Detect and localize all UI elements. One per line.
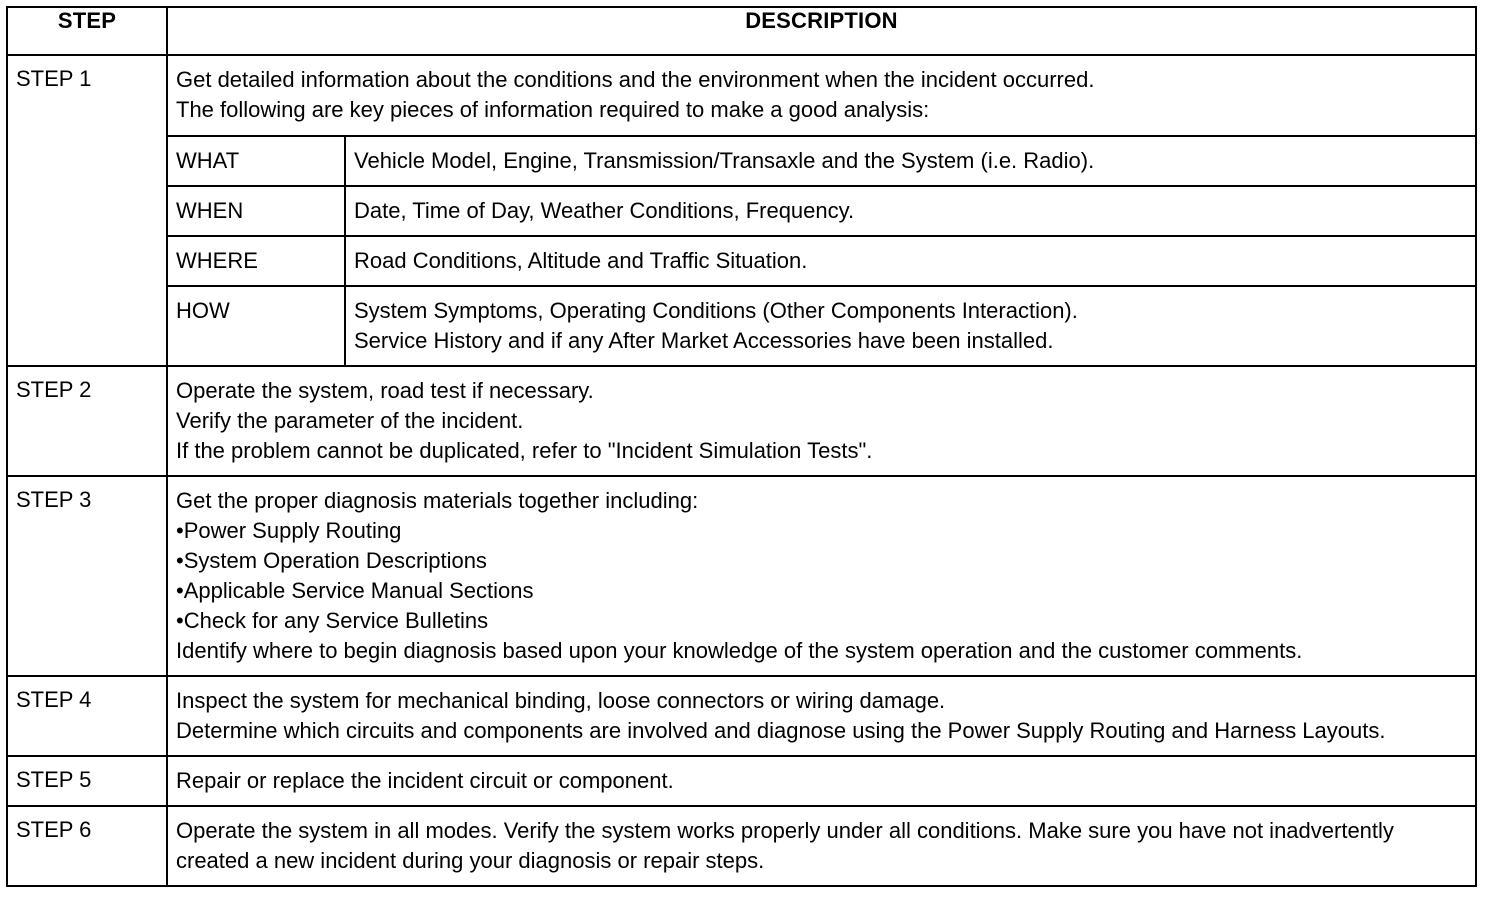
description-line: The following are key pieces of information required to make a good analysis: — [176, 97, 930, 122]
table-row — [7, 366, 1476, 476]
key-information-value — [345, 286, 1475, 365]
diagnosis-steps-table — [6, 6, 1477, 887]
key-information-table — [168, 135, 1475, 365]
description-line: Get the proper diagnosis materials together including: — [176, 488, 699, 513]
step-description — [167, 676, 1476, 756]
description-line: Road Conditions, Altitude and Traffic Situation. — [354, 248, 808, 273]
table-row — [7, 676, 1476, 756]
step-description — [167, 756, 1476, 806]
table-row — [7, 806, 1476, 886]
table-row — [7, 476, 1476, 676]
key-information-value — [345, 136, 1475, 186]
header-row — [7, 7, 1476, 55]
key-information-value — [345, 186, 1475, 236]
bullet-item: •Power Supply Routing — [176, 518, 402, 543]
step-label: STEP 6 — [7, 806, 167, 886]
key-information-row — [168, 186, 1475, 236]
key-information-value — [345, 236, 1475, 286]
description-line: Service History and if any After Market Accessories have been installed. — [354, 328, 1054, 353]
key-information-label: WHEN — [168, 186, 345, 236]
bullet-item: •System Operation Descriptions — [176, 548, 487, 573]
description-line: Repair or replace the incident circuit or component. — [176, 768, 674, 793]
step-label: STEP 2 — [7, 366, 167, 476]
key-information-row — [168, 286, 1475, 365]
step-description — [167, 476, 1476, 676]
description-line: Verify the parameter of the incident. — [176, 408, 524, 433]
description-line: Inspect the system for mechanical binding, loose connectors or wiring damage. — [176, 688, 946, 713]
step-label: STEP 3 — [7, 476, 167, 676]
step-description — [167, 55, 1476, 366]
description-line: Get detailed information about the conditions and the environment when the incident occurred. — [176, 67, 1095, 92]
description-line: Operate the system, road test if necessary. — [176, 378, 594, 403]
key-information-row — [168, 236, 1475, 286]
description-column-header: DESCRIPTION — [167, 7, 1476, 55]
step-label: STEP 5 — [7, 756, 167, 806]
key-information-label: WHAT — [168, 136, 345, 186]
step-description — [167, 366, 1476, 476]
description-line: Vehicle Model, Engine, Transmission/Transaxle and the System (i.e. Radio). — [354, 148, 1095, 173]
key-information-label: WHERE — [168, 236, 345, 286]
description-line: Determine which circuits and components are involved and diagnose using the Power Supply Routing and Harness Layouts. — [176, 718, 1386, 743]
description-line: If the problem cannot be duplicated, refer to "Incident Simulation Tests". — [176, 438, 873, 463]
key-information-label: HOW — [168, 286, 345, 365]
description-line: Identify where to begin diagnosis based upon your knowledge of the system operation and the customer comments. — [176, 638, 1303, 663]
step-column-header: STEP — [7, 7, 167, 55]
key-information-row — [168, 136, 1475, 186]
description-line: System Symptoms, Operating Conditions (Other Components Interaction). — [354, 298, 1078, 323]
description-line: Date, Time of Day, Weather Conditions, Frequency. — [354, 198, 855, 223]
bullet-item: •Check for any Service Bulletins — [176, 608, 489, 633]
step-label: STEP 1 — [7, 55, 167, 366]
description-line: Operate the system in all modes. Verify the system works properly under all conditions. Make sure you have not inadvertently created a new incident during your diagnosis or repair steps. — [176, 818, 1394, 873]
table-row — [7, 55, 1476, 366]
step-description — [167, 806, 1476, 886]
bullet-item: •Applicable Service Manual Sections — [176, 578, 534, 603]
step-label: STEP 4 — [7, 676, 167, 756]
table-row — [7, 756, 1476, 806]
